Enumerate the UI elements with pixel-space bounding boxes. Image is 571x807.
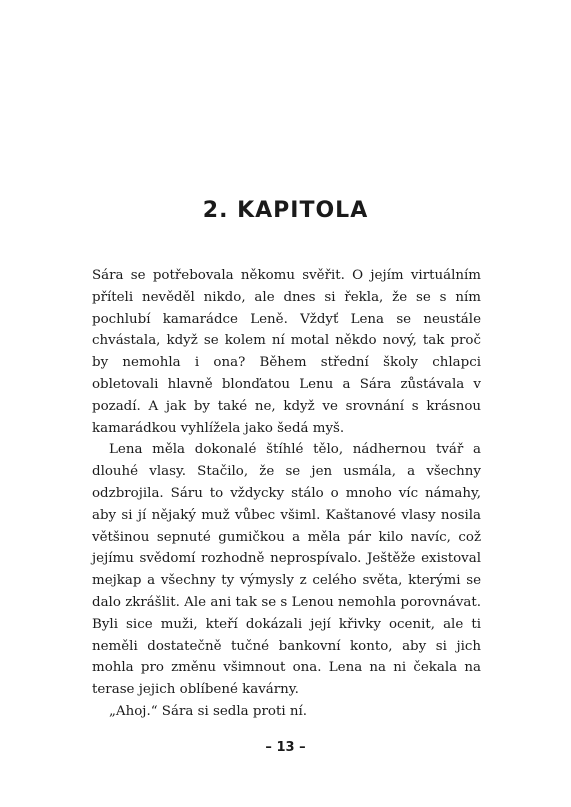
page-number: – 13 – xyxy=(265,740,306,755)
chapter-title: 2. KAPITOLA xyxy=(202,198,369,223)
body-text xyxy=(92,265,481,723)
paragraph-2: Lena měla dokonalé štíhlé tělo, nádhernou tvář a dlouhé vlasy. Stačilo, že se jen usmála, a všechny odzbrojila. Sáru to vždycky stálo o mnoho víc námahy, aby si jí nějaký muž vůbec všiml. Kaštanové vlasy nosila většinou sepnuté gumičkou a měla pár kilo navíc, což jejímu svědomí rozhodně neprospívalo. Ještěže existoval mejkap a všechny ty výmysly z celého světa, kterými se dalo zkrášlit. Ale ani tak se s Lenou nemohla porovnávat. Byli sice muži, kteří dokázali její křivky ocenit, ale ti neměli dostatečně tučné bankovní konto, aby si jich mohla pro změnu všimnout ona. Lena na ni čekala na terase jejich oblíbené kavárny. xyxy=(92,442,481,698)
paragraph-3: „Ahoj.“ Sára si sedla proti ní. xyxy=(109,703,308,719)
paragraph-1: Sára se potřebovala někomu svěřit. O jejím virtuálním příteli nevěděl nikdo, ale dnes si řekla, že se s ním pochlubí kamarádce Leně. Vždyť Lena se neustále chvástala, když se kolem ní motal někdo nový, tak proč by nemohla i ona? Během střední školy chlapci obletovali hlavně blonďatou Lenu a Sára zůstávala v pozadí. A jak by také ne, když ve srovnání s krásnou kamarádkou vyhlížela jako šedá myš. xyxy=(92,268,481,436)
